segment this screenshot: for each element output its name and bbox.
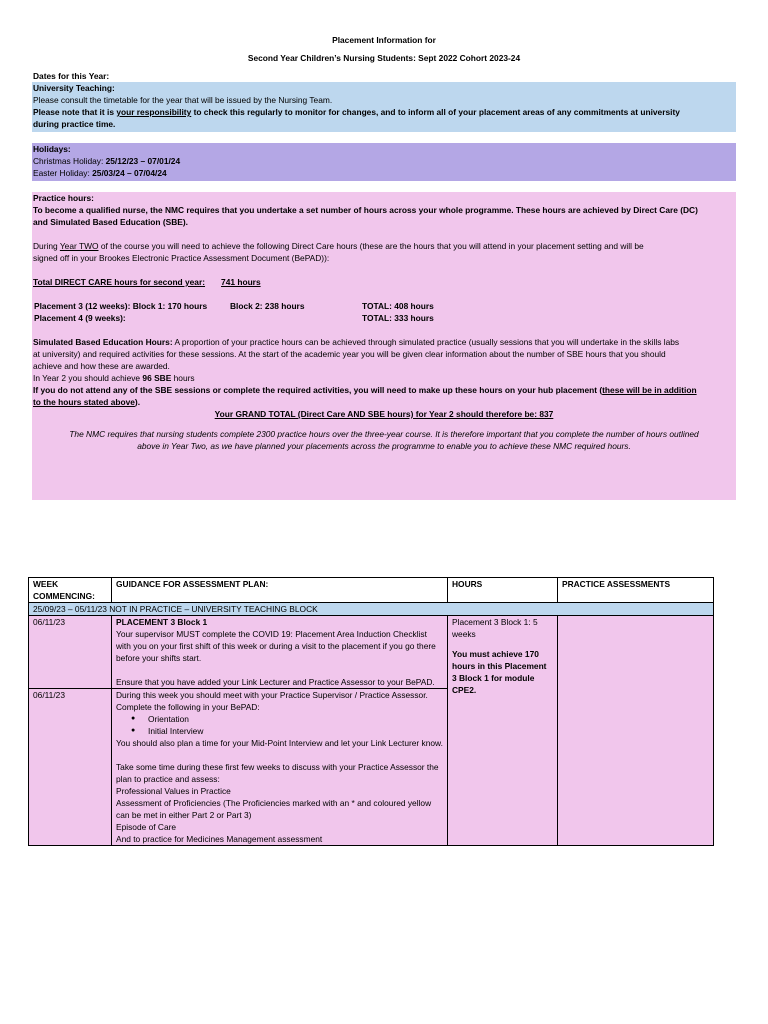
easter-dates: 25/03/24 – 07/04/24 (92, 168, 167, 178)
sbe-line1 (33, 336, 735, 348)
holidays-section (32, 143, 736, 181)
practice-heading: Practice hours: (33, 193, 94, 203)
col-guidance-header: GUIDANCE FOR ASSESSMENT PLAN: (112, 578, 448, 603)
assess-item: Professional Values in Practice (116, 786, 231, 796)
during-text: During (33, 241, 60, 251)
christmas-holiday (33, 155, 735, 167)
christmas-dates: 25/12/23 – 07/01/24 (105, 156, 181, 166)
sbe-line3: achieve and how these are awarded. (33, 361, 170, 371)
guidance-cell (112, 689, 448, 846)
sbe-line4 (33, 372, 735, 384)
link-lecturer-text: Ensure that you have added your Link Lecturer and Practice Assessor to your BePAD. (116, 677, 435, 687)
bepad-task-list (116, 713, 443, 737)
during-line2: signed off in your Brookes Electronic Practice Assessment Document (BePAD)): (33, 253, 330, 263)
easter-label: Easter Holiday: (33, 168, 93, 178)
teaching-block-row (29, 603, 714, 616)
attend-end: ). (134, 397, 141, 407)
assess-item: Episode of Care (116, 822, 177, 832)
table-header-row (29, 578, 714, 603)
university-line1: Please consult the timetable for the year that will be issued by the Nursing Team. (33, 95, 333, 105)
year-two-emphasis: Year TWO (59, 241, 99, 251)
holidays-heading: Holidays: (33, 144, 71, 154)
total-direct-care (33, 276, 735, 288)
attend-text: If you do not attend any of the SBE sessions or complete the required activities, you will need to make up these hours on your hub placement ( (33, 385, 603, 395)
page-subtitle: Second Year Children’s Nursing Students: Sept 2022 Cohort 2023-24 (247, 53, 521, 63)
hours-duration: Placement 3 Block 1: 5 weeks (452, 617, 538, 639)
col-hours-header: HOURS (448, 578, 558, 603)
practice-hours-section (32, 192, 736, 500)
col-assessments-header: PRACTICE ASSESSMENTS (558, 578, 714, 603)
discuss-text: Take some time during these first few weeks to discuss with your Practice Assessor the plan to practice and assess: (116, 762, 439, 784)
teaching-block-text: 25/09/23 – 05/11/23 NOT IN PRACTICE – UNIVERSITY TEACHING BLOCK (29, 603, 714, 616)
christmas-label: Christmas Holiday: (33, 156, 106, 166)
grand-total: Your GRAND TOTAL (Direct Care AND SBE hours) for Year 2 should therefore be: 837 (214, 409, 554, 419)
week-cell: 06/11/23 (29, 689, 112, 846)
meet-supervisor-text: During this week you should meet with your Practice Supervisor / Practice Assessor. Complete the following in your BePAD: (116, 690, 428, 712)
total-dc-label: Total DIRECT CARE hours for second year: (33, 277, 206, 287)
assessment-plan-table (28, 577, 714, 846)
placement4-label: Placement 4 (9 weeks): (34, 313, 126, 323)
sbe-text1: A proportion of your practice hours can be achieved through simulated practice (usually sessions that you will undertake in the skills labs (172, 337, 680, 347)
week-cell: 06/11/23 (29, 616, 112, 689)
placement4-total: TOTAL: 333 hours (362, 313, 434, 323)
university-line2-rest: to check this regularly to monitor for changes, and to inform all of your placement areas of any commitments at university (191, 107, 680, 117)
during-year-two (33, 240, 735, 252)
sbe-hours-value: 96 SBE (142, 373, 172, 383)
placement-block-title: PLACEMENT 3 Block 1 (116, 617, 208, 627)
hours-cell (448, 616, 558, 846)
easter-holiday (33, 167, 735, 179)
placement3-row (33, 300, 735, 312)
practice-intro2: and Simulated Based Education (SBE). (33, 217, 188, 227)
during-rest: of the course you will need to achieve the following Direct Care hours (these are the hours that you will attend in your placement setting and will be (98, 241, 644, 251)
list-item: ● Orientation (148, 713, 443, 725)
sbe-label: Simulated Based Education Hours: (33, 337, 173, 347)
hours-requirement: You must achieve 170 hours in this Placement 3 Block 1 for module CPE2. (452, 649, 547, 695)
page-title: Placement Information for (332, 35, 436, 45)
university-teaching-section (32, 82, 736, 132)
placement4-row (33, 312, 735, 324)
placement3-block2: Block 2: 238 hours (230, 301, 305, 311)
assessments-cell (558, 616, 714, 846)
nmc-line1: The NMC requires that nursing students complete 2300 practice hours over the three-year course. It is therefore important that you complete the number of hours outlined (69, 429, 699, 439)
dates-label: Dates for this Year: (33, 71, 110, 81)
responsibility-emphasis: your responsibility (116, 107, 192, 117)
placement3-label: Placement 3 (12 weeks): Block 1: 170 hours (34, 301, 208, 311)
assess-item: And to practice for Medicines Management assessment (116, 834, 323, 844)
table-row (29, 616, 714, 689)
covid-checklist-text: Your supervisor MUST complete the COVID 19: Placement Area Induction Checklist with you on your first shift of this week or during a visit to the placement if you go there before your shifts start. (116, 629, 436, 663)
attend-line1 (33, 384, 735, 396)
university-line2-text: Please note that it is (33, 107, 117, 117)
attend-addition: these will be in addition (602, 385, 697, 395)
attend-stated: to the hours stated above (33, 397, 135, 407)
practice-intro1: To become a qualified nurse, the NMC requires that you undertake a set number of hours across your whole programme. These hours are achieved by Direct Care (DC) (33, 205, 698, 215)
midpoint-text: You should also plan a time for your Mid-Point Interview and let your Link Lecturer know. (116, 738, 443, 748)
attend-line2 (33, 396, 735, 408)
col-week-header: WEEK COMMENCING: (29, 578, 112, 603)
university-line3: during practice time. (33, 119, 116, 129)
nmc-line2: above in Year Two, as we have planned your placements across the programme to enable you to achieve these NMC required hours. (137, 441, 631, 451)
guidance-cell (112, 616, 448, 689)
university-heading: University Teaching: (33, 83, 115, 93)
placement3-total: TOTAL: 408 hours (362, 301, 434, 311)
university-line2 (33, 106, 735, 118)
sbe-line2: at university) and required activities for these sessions. At the start of the academic year you will be given clear information about the number of SBE hours that you should (33, 349, 666, 359)
sbe-hours-unit: hours (171, 373, 195, 383)
list-item: ● Initial Interview (148, 725, 443, 737)
sbe-year2-text: In Year 2 you should achieve (33, 373, 143, 383)
total-dc-value: 741 hours (221, 277, 261, 287)
assess-item: Assessment of Proficiencies (The Proficiencies marked with an * and coloured yellow can be met in either Part 2 or Part 3) (116, 798, 432, 820)
